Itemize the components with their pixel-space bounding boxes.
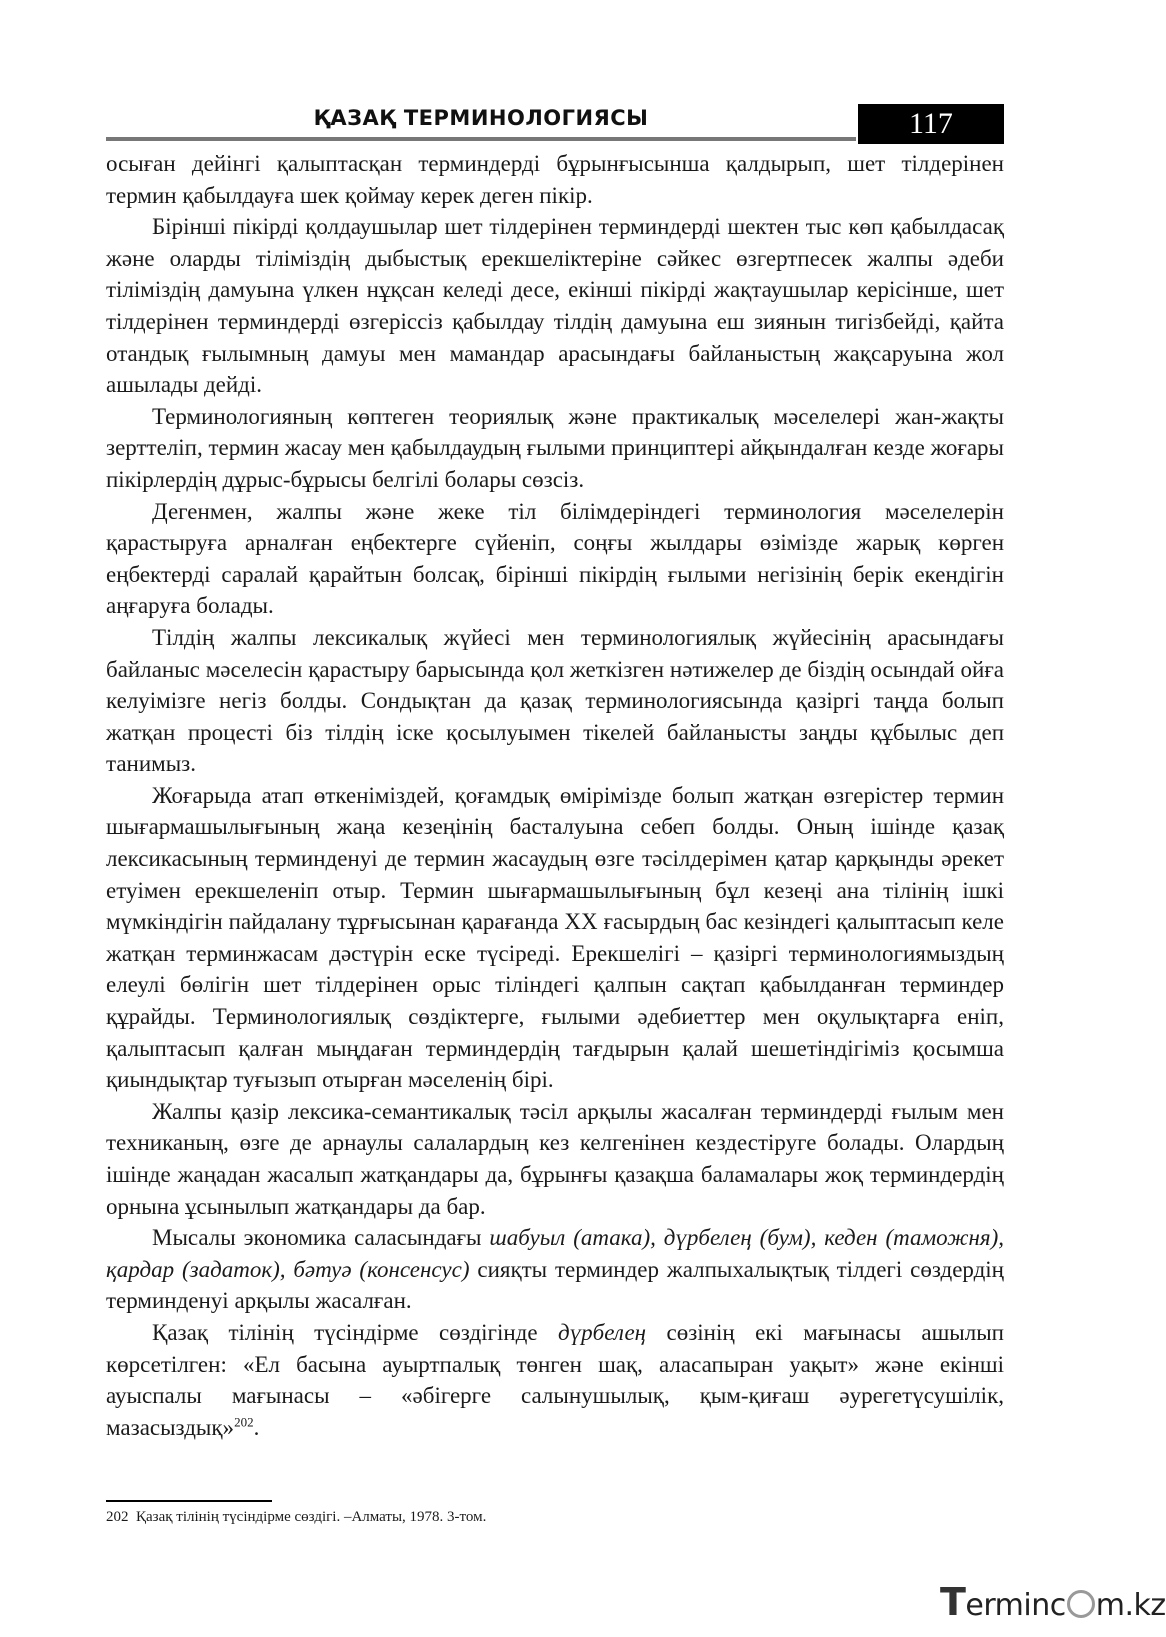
examples-terms: шабуыл (атака), дүрбелең (бум), кеден (таможня), қардар (задаток), бәтуә (консенсус)	[106, 1225, 1005, 1282]
running-header	[106, 104, 1004, 146]
watermark-end: m.kz	[1095, 1588, 1166, 1623]
footnote-text: Қазақ тілінің түсіндірме сөздігі. –Алматы, 1978. 3-том.	[136, 1509, 487, 1525]
paragraph-dictionary	[106, 1317, 1004, 1443]
header-rule	[106, 137, 856, 141]
paragraph-examples	[106, 1222, 1004, 1317]
footnote-rule	[106, 1500, 272, 1502]
paragraph: Терминологияның көптеген теориялық және практикалық мәселелері жан-жақты зерттеліп, термин жасау мен қабылдаудың ғылыми принциптері айқындалған кезде жоғары пікірлердің дұрыс-бұрысы белгілі болары сөзсіз.	[106, 403, 1004, 492]
paragraph: Жалпы қазір лексика-семантикалық тәсіл арқылы жасалған терминдерді ғылым мен техниканың, өзге де арнаулы салалардың кез келгенінен кездестіруге болады. Олардың ішінде жаңадан жасалып жатқандары да, бұрынғы қазақша баламалары жоқ терминдердің орнына ұсынылып жатқандары да бар.	[106, 1098, 1004, 1219]
page-number: 117	[858, 104, 1004, 144]
paragraph: Дегенмен, жалпы және жеке тіл білімдеріндегі терминология мәселелерін қарастыруға арналған еңбектерге сүйеніп, соңғы жылдары өзімізде жарық көрген еңбектерді саралай қарайтын болсақ, бірінші пікірдің ғылыми негізінің берік екендігін аңғаруға болады.	[106, 498, 1004, 619]
watermark-circle-icon	[1067, 1590, 1095, 1618]
watermark-logo	[940, 1580, 1166, 1624]
paragraph: Тілдің жалпы лексикалық жүйесі мен терминологиялық жүйесінің арасындағы байланыс мәселесін қарастыру барысында қол жеткізген нәтижелер де біздің осындай ойға келуімізге негіз болды. Сондықтан да қазақ терминологиясында қазіргі таңда болып жатқан процесті біз тілдің іске қосылуымен тікелей байланысты заңды құбылыс деп танимыз.	[106, 624, 1004, 777]
footnote-reference[interactable]: 202	[234, 1414, 254, 1430]
paragraph: Бірінші пікірді қолдаушылар шет тілдерінен терминдерді шектен тыс көп қабылдасақ және оларды тіліміздің дыбыстық ерекшеліктеріне сәйкес өзгертпесек жалпы әдеби тіліміздің дамуына үлкен нұқсан келеді десе, екінші пікірді жақтаушылар керісінше, шет тілдерінен терминдерді өзгеріссіз қабылдау тілдің дамуына еш зиянын тигізбейді, қайта отандық ғылымның дамуы мен мамандар арасындағы байланыстың жақсаруына жол ашылады дейді.	[106, 214, 1004, 398]
paragraph: Жоғарыда атап өткеніміздей, қоғамдық өмірімізде болып жатқан өзгерістер термин шығармашылығының жаңа кезеңінің басталуына себеп болды. Оның ішінде қазақ лексикасының терминденуі де термин жасаудың өзге тәсілдерімен қатар қарқынды әрекет етуімен ерекшеленіп отыр. Термин шығармашылығының бұл кезеңі ана тілінің ішкі мүмкіндігін пайдалану тұрғысынан қарағанда XX ғасырдың бас кезіндегі қалыптасып келе жатқан терминжасам дәстүрін еске түсіреді. Ерекшелігі – қазіргі терминологиямыздың елеулі бөлігін шет тілдерінен орыс тіліндегі қалпын сақтап қабылданған терминдер құрайды. Терминологиялық сөздіктерге, ғылыми әдебиеттер мен оқулықтарға еніп, қалыптасып қалған мыңдаған терминдердің тағдырын қалай шешетіндігіміз қосымша қиындықтар туғызып отырған мәселенің бірі.	[106, 782, 1004, 1093]
paragraph: осыған дейінгі қалыптасқан терминдерді бұрынғысынша қалдырып, шет тілдерінен термин қабылдауға шек қоймау керек деген пікір.	[106, 151, 1004, 208]
footnote-number: 202	[106, 1509, 129, 1525]
examples-tail: сияқты терминдер жалпыхалықтық тілдегі сөздердің терминденуі арқылы жасалған.	[106, 1256, 1004, 1314]
dictionary-end: .	[253, 1414, 260, 1440]
running-header-title: ҚАЗАҚ ТЕРМИНОЛОГИЯСЫ	[313, 106, 649, 130]
body-text	[106, 148, 1004, 1443]
dictionary-lead: Қазақ тілінің түсіндірме сөздігінде	[152, 1319, 558, 1345]
watermark-middle: erminc	[965, 1588, 1066, 1623]
footnote	[106, 1507, 1004, 1527]
dictionary-tail: сөзінің екі мағынасы ашылып көрсетілген: «Ел басына ауыртпалық төнген шақ, аласапыран уақыт» және екінші ауыспалы мағынасы – «әбігерге салынушылық, қым-қиғаш әурегетүсушілік, мазасыздық»	[106, 1319, 1004, 1440]
dictionary-term: дүрбелең	[558, 1319, 647, 1345]
watermark-initial: T	[940, 1580, 966, 1624]
examples-lead: Мысалы экономика саласындағы	[152, 1225, 490, 1251]
